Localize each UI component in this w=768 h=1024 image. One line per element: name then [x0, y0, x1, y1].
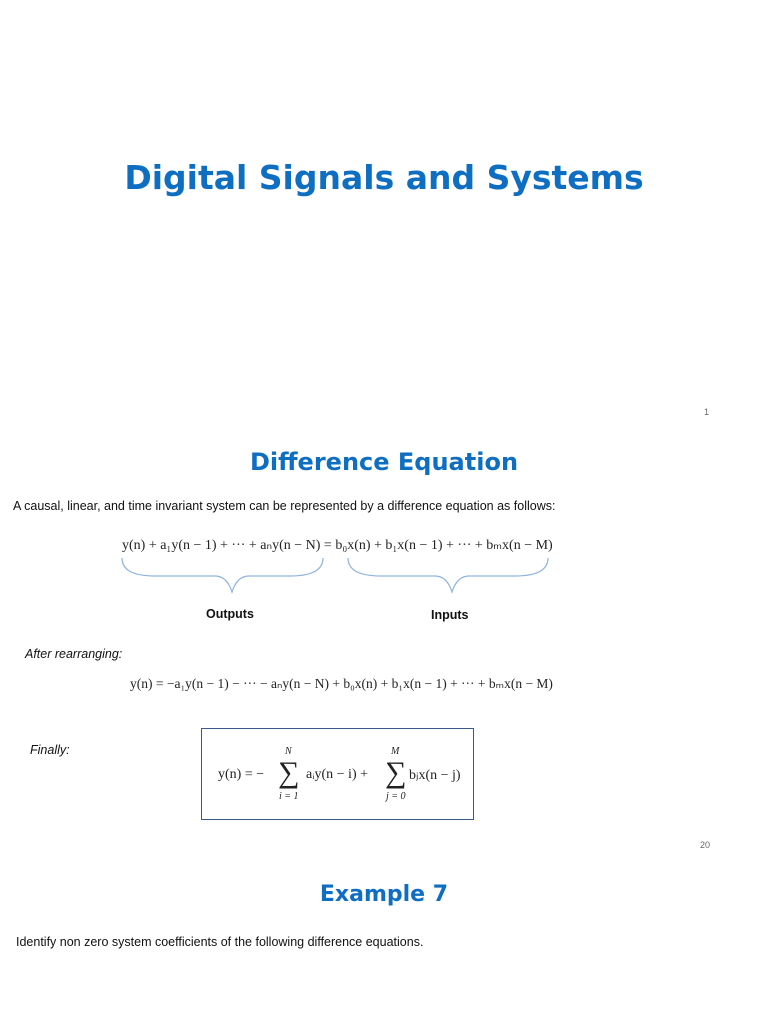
- final-equation-box: [201, 728, 474, 820]
- final-lhs: y(n) = −: [218, 767, 265, 782]
- rearranged-equation: y(n) = −a₁y(n − 1) − ··· − aₙy(n − N) + b₀x(n) + b₁x(n − 1) + ··· + bₘx(n − M): [130, 676, 553, 691]
- final-term2: bⱼx(n − j): [409, 768, 461, 783]
- final-term1: aᵢy(n − i) +: [306, 767, 369, 782]
- sum1-lower-limit: i = 1: [279, 791, 299, 802]
- slide1-title: Digital Signals and Systems: [124, 158, 644, 197]
- slide2-title: Difference Equation: [249, 448, 519, 476]
- output-input-braces: [115, 556, 560, 596]
- sum1-upper-limit: N: [285, 746, 292, 757]
- slide3-title: Example 7: [319, 882, 449, 907]
- final-equation: [216, 743, 461, 807]
- outputs-label: Outputs: [206, 607, 254, 621]
- sum2-sigma-icon: ∑: [385, 756, 407, 789]
- general-equation: y(n) + a₁y(n − 1) + ··· + aₙy(n − N) = b₀x(n) + b₁x(n − 1) + ··· + bₘx(n − M): [122, 538, 553, 553]
- sum2-lower-limit: j = 0: [386, 791, 406, 802]
- example-text: Identify non zero system coefficients of the following difference equations.: [16, 935, 424, 949]
- inputs-label: Inputs: [431, 608, 469, 622]
- intro-text: A causal, linear, and time invariant system can be represented by a difference equation as follows:: [13, 499, 556, 513]
- slide1-page-number: 1: [704, 407, 710, 417]
- after-rearranging-label: After rearranging:: [25, 647, 123, 661]
- finally-label: Finally:: [30, 743, 70, 757]
- sum1-sigma-icon: ∑: [278, 756, 300, 789]
- slide2-page-number: 20: [700, 840, 711, 850]
- sum2-upper-limit: M: [391, 746, 400, 757]
